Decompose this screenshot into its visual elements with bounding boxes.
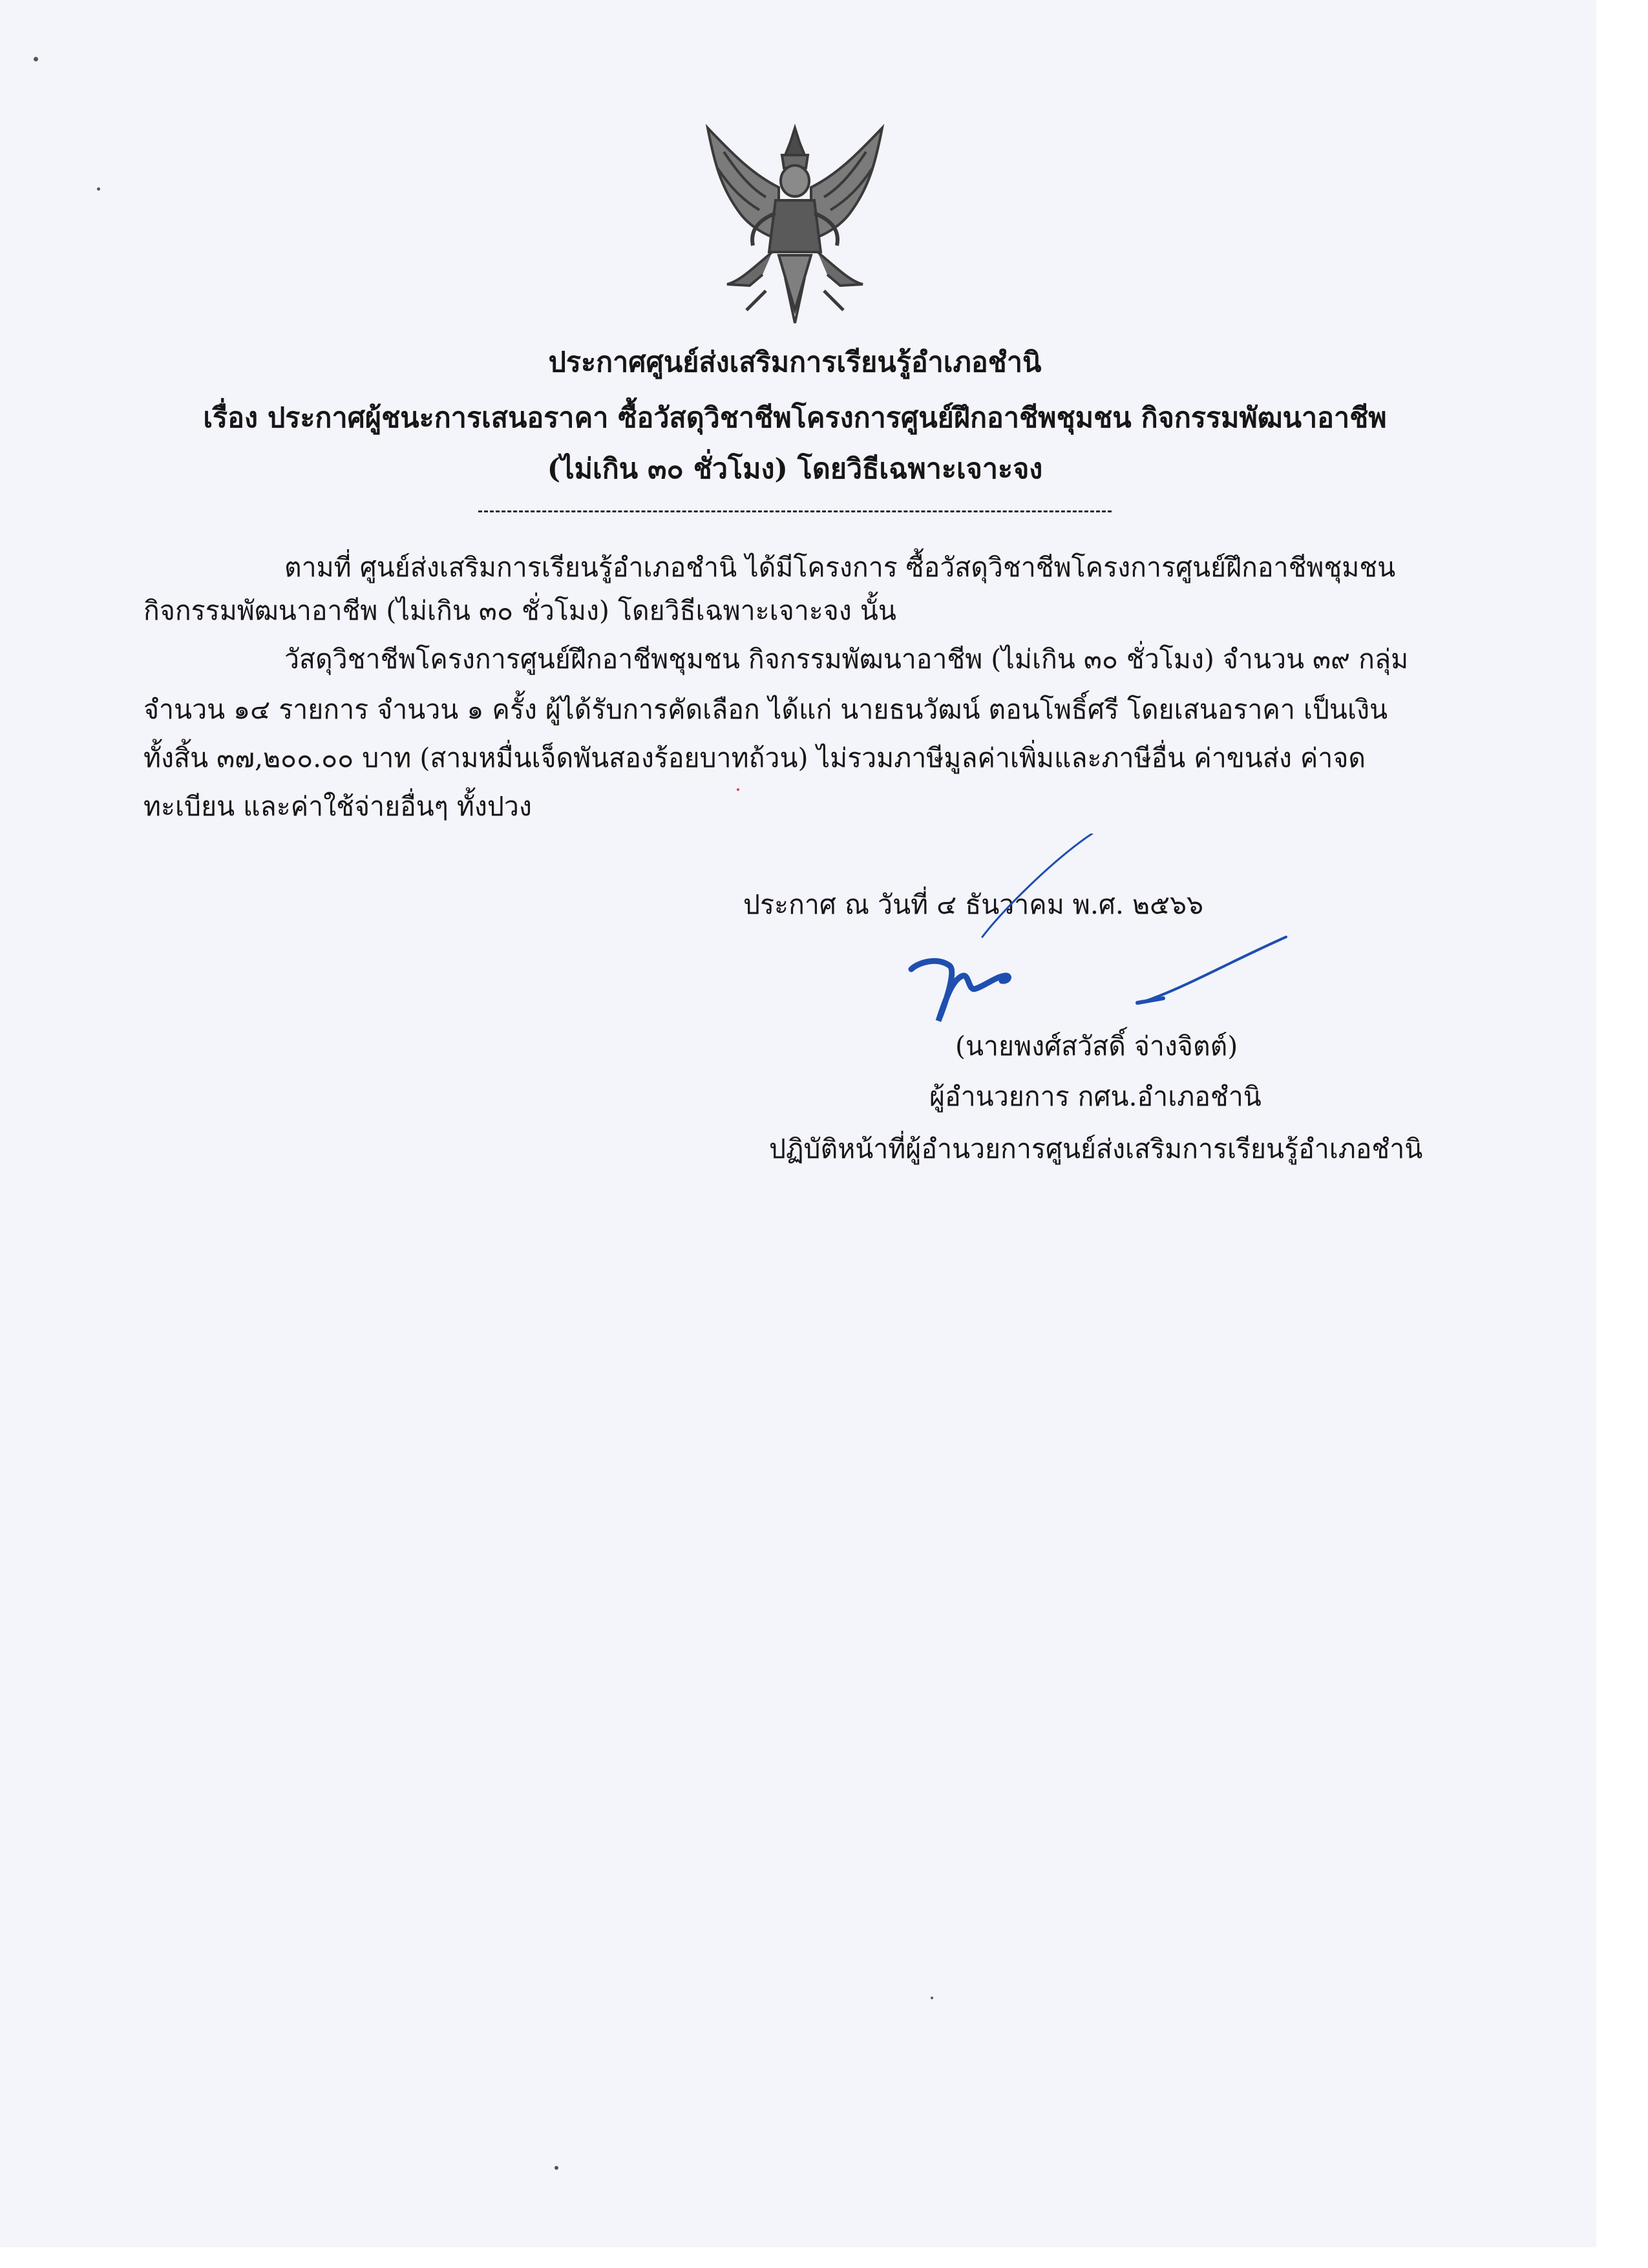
paragraph-1-line-2: กิจกรรมพัฒนาอาชีพ (ไม่เกิน ๓๐ ชั่วโมง) โดยวิธีเฉพาะเจาะจง นั้น (143, 595, 896, 626)
paragraph-2-line-2: จำนวน ๑๔ รายการ จำนวน ๑ ครั้ง ผู้ได้รับการคัดเลือก ได้แก่ นายธนวัฒน์ ตอนโพธิ์ศรี โดยเสนอราคา เป็นเงิน (143, 694, 1388, 725)
scan-speck (34, 57, 38, 61)
handwritten-signature-icon (892, 834, 1312, 1027)
title-line-3: (ไม่เกิน ๓๐ ชั่วโมง) โดยวิธีเฉพาะเจาะจง (547, 453, 1043, 485)
paragraph-2-line-4: ทะเบียน และค่าใช้จ่ายอื่นๆ ทั้งปวง (143, 791, 532, 822)
paragraph-1-line-1: ตามที่ ศูนย์ส่งเสริมการเรียนรู้อำเภอชำนิ ได้มีโครงการ ซื้อวัสดุวิชาชีพโครงการศูนย์ฝึกอาชีพชุมชน (284, 552, 1396, 583)
announce-date: ประกาศ ณ วันที่ ๔ ธันวาคม พ.ศ. ๒๕๖๖ (743, 889, 1204, 920)
title-divider (478, 510, 1112, 512)
title-line-1: ประกาศศูนย์ส่งเสริมการเรียนรู้อำเภอชำนิ (548, 346, 1042, 379)
title-line-2: เรื่อง ประกาศผู้ชนะการเสนอราคา ซื้อวัสดุวิชาชีพโครงการศูนย์ฝึกอาชีพชุมชน กิจกรรมพัฒนาอาชีพ (203, 402, 1387, 434)
garuda-emblem-icon (688, 116, 902, 330)
signatory-position-2: ปฏิบัติหน้าที่ผู้อำนวยการศูนย์ส่งเสริมการเรียนรู้อำเภอชำนิ (769, 1133, 1423, 1164)
scan-speck (97, 187, 100, 191)
scan-speck (737, 788, 739, 791)
scan-speck (931, 1997, 933, 1999)
scan-speck (555, 2166, 558, 2170)
scan-margin-right (1596, 0, 1648, 2268)
paragraph-2-line-1: วัสดุวิชาชีพโครงการศูนย์ฝึกอาชีพชุมชน กิจกรรมพัฒนาอาชีพ (ไม่เกิน ๓๐ ชั่วโมง) จำนวน ๓๙ กลุ่ม (284, 644, 1409, 675)
signatory-name: (นายพงศ์สวัสดิ์ จ่างจิตต์) (955, 1031, 1238, 1062)
scan-margin-bottom (0, 2247, 1648, 2268)
signatory-position-1: ผู้อำนวยการ กศน.อำเภอชำนิ (929, 1081, 1262, 1112)
paragraph-2-line-3: ทั้งสิ้น ๓๗,๒๐๐.๐๐ บาท (สามหมื่นเจ็ดพันสองร้อยบาทถ้วน) ไม่รวมภาษีมูลค่าเพิ่มและภาษีอื่น ค่าขนส่ง ค่าจด (143, 742, 1366, 773)
